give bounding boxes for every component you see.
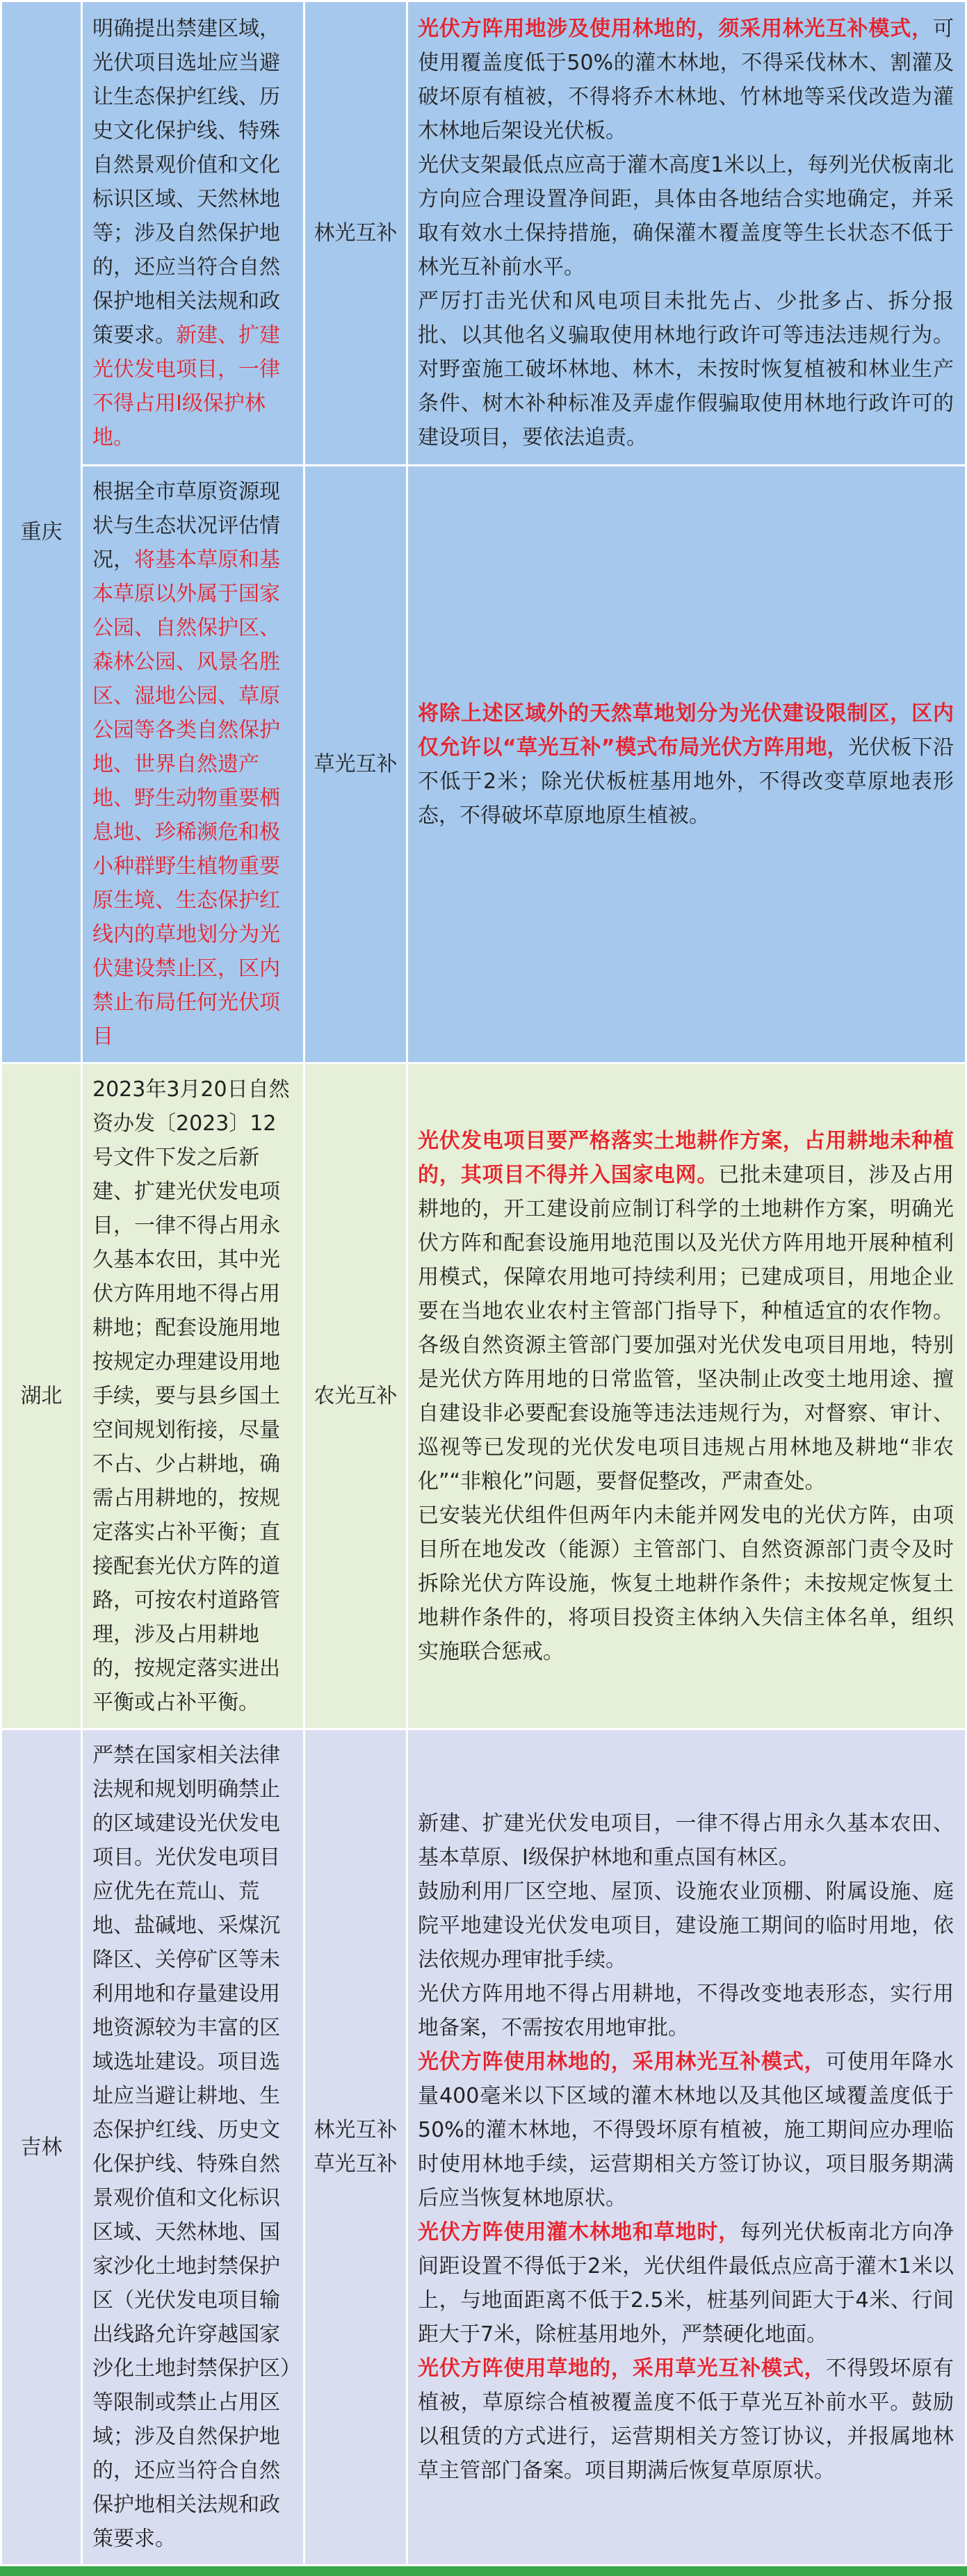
rule-paragraph — [418, 1875, 954, 1977]
row-hubei — [1, 1063, 966, 1729]
rule-paragraph — [418, 1499, 954, 1669]
row-chongqing-forest — [1, 1, 966, 466]
rule-cell — [407, 1063, 966, 1729]
policy-cell — [82, 1729, 304, 2566]
rule-cell — [407, 1729, 966, 2566]
policy-text: 明确提出禁建区域，光伏项目选址应当避让生态保护红线、历史文化保护线、特殊自然景观价值和文化标识区域、天然林地等；涉及自然保护地的，还应当符合自然保护地相关法规和政策要求。 — [92, 17, 280, 348]
policy-text-highlight: 新建、扩建光伏发电项目，一律不得占用Ⅰ级保护林地。 — [92, 323, 280, 450]
rule-paragraph — [418, 2215, 954, 2351]
province-label: 吉林 — [20, 2135, 63, 2160]
mode-label: 草光互补 — [314, 2152, 398, 2176]
rule-text: 光伏方阵用地不得占用耕地，不得改变地表形态，实行用地备案，不需按农用地审批。 — [418, 1982, 954, 2040]
rule-cell — [407, 1, 966, 466]
mode-label: 草光互补 — [314, 752, 398, 776]
policy-text: 根据全市草原资源现状与生态状况评估情况， — [92, 480, 280, 572]
rule-paragraph — [418, 1124, 954, 1499]
rule-highlight: 光伏方阵用地涉及使用林地的，须采用林光互补模式， — [418, 17, 933, 41]
mode-cell — [304, 1, 407, 466]
rule-text: 光伏板下沿不低于2米；除光伏板桩基用地外，不得改变草原地表形态，不得破坏草原地原生植被。 — [418, 735, 954, 828]
mode-label: 林光互补 — [314, 221, 398, 245]
mode-cell — [304, 466, 407, 1063]
policy-cell — [82, 1, 304, 466]
row-chongqing-grass — [1, 466, 966, 1063]
rule-paragraph — [418, 148, 954, 284]
row-jilin — [1, 1729, 966, 2566]
rule-paragraph — [418, 1977, 954, 2045]
policy-cell — [82, 466, 304, 1063]
rule-text: 可使用覆盖度低于50%的灌木林地，不得采伐林木、割灌及破坏原有植被，不得将乔木林地、竹林地等采伐改造为灌木林地后架设光伏板。 — [418, 17, 954, 143]
rule-text: 每列光伏板南北方向净间距设置不得低于2米，光伏组件最低点应高于灌木1米以上，与地面距离不低于2.5米，桩基列间距大于4米、行间距大于7米，除桩基用地外，严禁硬化地面。 — [418, 2220, 954, 2347]
rule-highlight: 光伏方阵使用灌木林地和草地时， — [418, 2220, 740, 2244]
rule-paragraph — [418, 12, 954, 148]
rule-text: 已安装光伏组件但两年内未能并网发电的光伏方阵，由项目所在地发改（能源）主管部门、自然资源部门责令及时拆除光伏方阵设施，恢复土地耕作条件；未按规定恢复土地耕作条件的，将项目投资主体纳入失信主体名单，组织实施联合惩戒。 — [418, 1503, 954, 1664]
rule-text: 光伏支架最低点应高于灌木高度1米以上，每列光伏板南北方向应合理设置净间距，具体由各地结合实地确定，并采取有效水土保持措施，确保灌木覆盖度等生长状态不低于林光互补前水平。 — [418, 153, 954, 279]
rule-text: 新建、扩建光伏发电项目，一律不得占用永久基本农田、基本草原、Ⅰ级保护林地和重点国有林区。 — [418, 1811, 954, 1870]
bottom-accent-bar — [0, 2566, 967, 2576]
rule-text: 鼓励利用厂区空地、屋顶、设施农业顶棚、附属设施、庭院平地建设光伏发电项目，建设施工期间的临时用地，依法依规办理审批手续。 — [418, 1880, 954, 1972]
rule-highlight: 光伏方阵使用林地的，采用林光互补模式， — [418, 2050, 826, 2074]
province-label: 湖北 — [20, 1384, 63, 1408]
rule-paragraph — [418, 696, 954, 833]
policy-text-highlight: 将基本草原和基本草原以外属于国家公园、自然保护区、森林公园、风景名胜区、湿地公园、草原公园等各类自然保护地、世界自然遗产地、野生动物重要栖息地、珍稀濒危和极小种群野生植物重要原生境、生态保护红线内的草地划分为光伏建设禁止区，区内禁止布局任何光伏项目 — [92, 548, 280, 1049]
rule-paragraph — [418, 1807, 954, 1875]
rule-paragraph — [418, 284, 954, 455]
province-cell — [1, 1063, 82, 1729]
rule-text: 已批未建项目，涉及占用耕地的，开工建设前应制订科学的土地耕作方案，明确光伏方阵和配套设施用地范围以及光伏方阵用地开展种植利用模式，保障农用地可持续利用；已建成项目，用地企业要在当地农业农村主管部门指导下，种植适宜的农作物。各级自然资源主管部门要加强对光伏发电项目用地，特别是光伏方阵用地的日常监管，坚决制止改变土地用途、擅自建设非必要配套设施等违法违规行为，对督察、审计、巡视等已发现的光伏发电项目违规占用林地及耕地“非农化”“非粮化”问题，要督促整改，严肃查处。 — [418, 1162, 954, 1494]
rule-cell — [407, 466, 966, 1063]
rule-highlight: 光伏发电项目要严格落实土地耕作方案，占用耕地未种植的，其项目不得并入国家电网。 — [418, 1128, 954, 1187]
province-cell — [1, 1, 82, 1063]
mode-cell — [304, 1063, 407, 1729]
rule-text: 严厉打击光伏和风电项目未批先占、少批多占、拆分报批、以其他名义骗取使用林地行政许可等违法违规行为。对野蛮施工破坏林地、林木，未按时恢复植被和林业生产条件、树木补种标准及弄虚作假骗取使用林地行政许可的建设项目，要依法追责。 — [418, 289, 954, 450]
mode-label: 林光互补 — [314, 2118, 398, 2142]
mode-label: 农光互补 — [314, 1384, 398, 1408]
province-label: 重庆 — [20, 520, 63, 544]
rule-highlight: 光伏方阵使用草地的，采用草光互补模式， — [418, 2356, 826, 2381]
policy-cell — [82, 1063, 304, 1729]
rule-paragraph — [418, 2045, 954, 2215]
rule-text: 不得毁坏原有植被，草原综合植被覆盖度不低于草光互补前水平。鼓励以租赁的方式进行，运营期相关方签订协议，并报属地林草主管部门备案。项目期满后恢复草原原状。 — [418, 2356, 954, 2483]
province-cell — [1, 1729, 82, 2566]
policy-text: 严禁在国家相关法律法规和规划明确禁止的区域建设光伏发电项目。光伏发电项目应优先在荒山、荒地、盐碱地、采煤沉降区、关停矿区等未利用地和存量建设用地资源较为丰富的区域选址建设。项目选址应当避让耕地、生态保护红线、历史文化保护线、特殊自然景观价值和文化标识区域、天然林地、国家沙化土地封禁保护区（光伏发电项目输出线路允许穿越国家沙化土地封禁保护区）等限制或禁止占用区域；涉及自然保护地的，还应当符合自然保护地相关法规和政策要求。 — [92, 1743, 291, 2551]
rule-text: 可使用年降水量400毫米以下区域的灌木林地以及其他区域覆盖度低于50%的灌木林地，不得毁坏原有植被，施工期间应办理临时使用林地手续，运营期相关方签订协议，项目服务期满后应当恢复林地原状。 — [418, 2050, 954, 2210]
rule-paragraph — [418, 2351, 954, 2488]
mode-cell — [304, 1729, 407, 2566]
policy-text: 2023年3月20日自然资办发〔2023〕12号文件下发之后新建、扩建光伏发电项目，一律不得占用永久基本农田，其中光伏方阵用地不得占用耕地；配套设施用地按规定办理建设用地手续，要与县乡国土空间规划衔接，尽量不占、少占耕地，确需占用耕地的，按规定落实占补平衡；直接配套光伏方阵的道路，可按农村道路管理，涉及占用耕地的，按规定落实进出平衡或占补平衡。 — [92, 1077, 290, 1715]
rule-highlight: 将除上述区域外的天然草地划分为光伏建设限制区，区内仅允许以“草光互补”模式布局光伏方阵用地， — [418, 701, 954, 760]
